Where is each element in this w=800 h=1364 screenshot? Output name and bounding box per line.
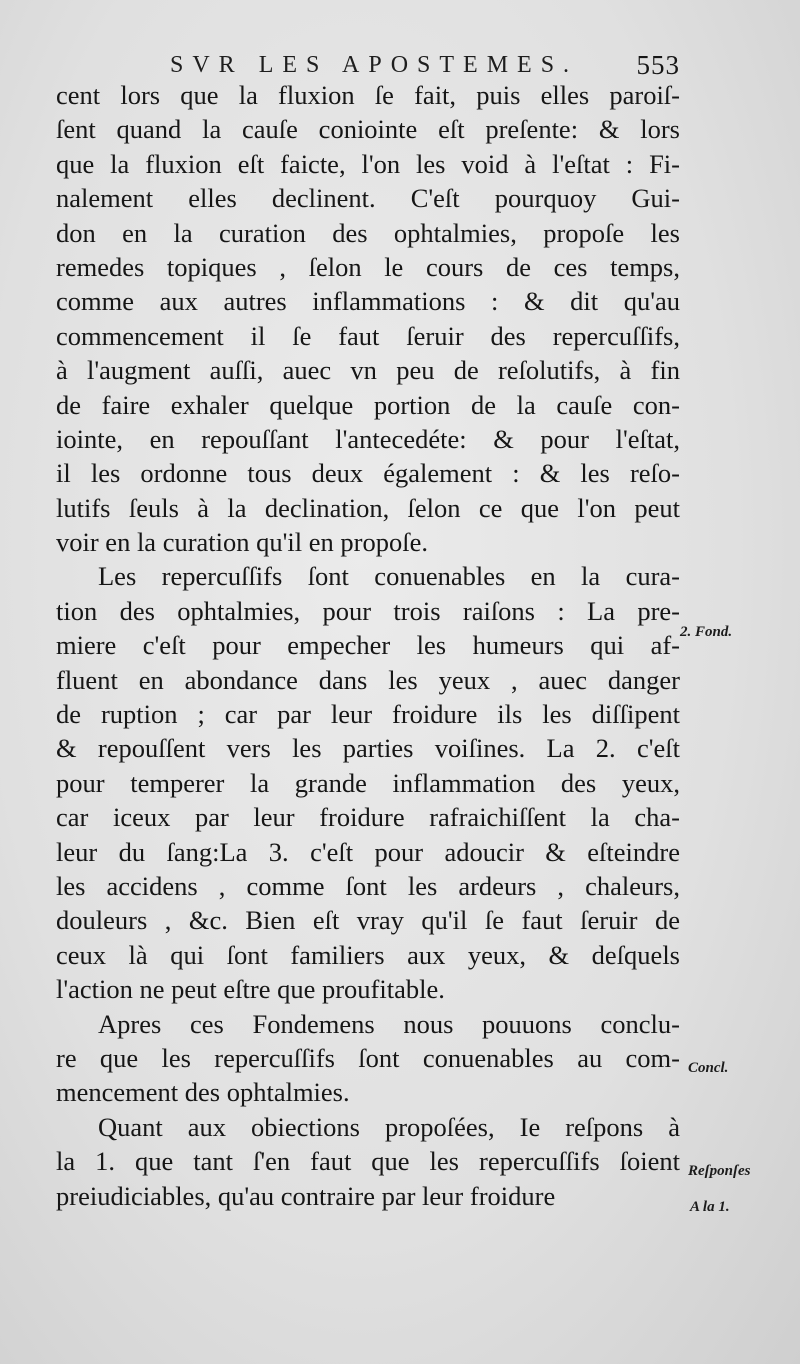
text-line: lutifs ſeuls à la declination, ſelon ce que l'on peut [56,492,680,523]
text-line: comme aux autres inflammations : & dit qu'au [56,286,680,317]
text-line: ceux là qui ſont familiers aux yeux, & deſquels [56,939,680,970]
text-line: que la fluxion eſt faicte, l'on les void à l'eſtat : Fi- [56,148,680,179]
text-line: à l'augment auſſi, auec vn peu de reſolutifs, à fin [56,355,680,386]
text-line: de faire exhaler quelque portion de la cauſe con- [56,389,680,420]
text-line: re que les repercuſſifs ſont conuenables au com- [56,1042,680,1073]
running-head-title: SVR LES APOSTEMES. [170,52,579,78]
text-line: car iceux par leur froidure rafraichiſſent la cha- [56,802,680,833]
paragraph-start-line: Quant aux obiections propoſées, Ie reſpons à [98,1111,680,1142]
text-line: ſent quand la cauſe coniointe eſt preſente: & lors [56,114,680,145]
text-line: voir en la curation qu'il en propoſe. [56,527,428,558]
text-line: tion des ophtalmies, pour trois raiſons : La pre- [56,595,680,626]
text-line: miere c'eſt pour empecher les humeurs qui af- [56,630,680,661]
margin-note-fondement: 2. Fond. [680,624,733,640]
paragraph-start-line: Les repercuſſifs ſont conuenables en la cura- [98,561,680,592]
page-number: 553 [636,50,680,80]
text-line: de ruption ; car par leur froidure ils les diſſipent [56,699,680,730]
text-line: cent lors que la fluxion ſe fait, puis elles paroiſ- [56,80,680,110]
margin-note-answer-one: A la 1. [690,1199,730,1215]
text-line: il les ordonne tous deux également : & les reſo- [56,458,680,489]
margin-note-conclusion: Concl. [688,1060,729,1076]
body-text [56,78,680,1213]
paragraph-start-line: Apres ces Fondemens nous pouuons conclu- [98,1008,680,1039]
text-line: commencement il ſe faut ſeruir des repercuſſifs, [56,320,680,351]
text-line: iointe, en repouſſant l'antecedéte: & pour l'eſtat, [56,423,680,454]
text-line: & repouſſent vers les parties voiſines. La 2. c'eſt [56,733,680,764]
text-line: leur du ſang:La 3. c'eſt pour adoucir & eſteindre [56,836,680,867]
text-line: remedes topiques , ſelon le cours de ces temps, [56,251,680,282]
text-line: mencement des ophtalmies. [56,1077,350,1108]
margin-note-responses: Reſponſes [688,1163,751,1179]
text-line: la 1. que tant ſ'en faut que les repercuſſifs ſoient [56,1146,680,1177]
text-line: les accidens , comme ſont les ardeurs , chaleurs, [56,870,680,901]
text-line: don en la curation des ophtalmies, propoſe les [56,217,680,248]
text-line: l'action ne peut eſtre que proufitable. [56,974,445,1005]
text-line: pour temperer la grande inflammation des yeux, [56,767,680,798]
text-line: preiudiciables, qu'au contraire par leur froidure [56,1180,556,1211]
text-line: nalement elles declinent. C'eſt pourquoy Gui- [56,183,680,214]
text-line: douleurs , &c. Bien eſt vray qu'il ſe faut ſeruir de [56,905,680,936]
text-line: fluent en abondance dans les yeux , auec danger [56,664,680,695]
